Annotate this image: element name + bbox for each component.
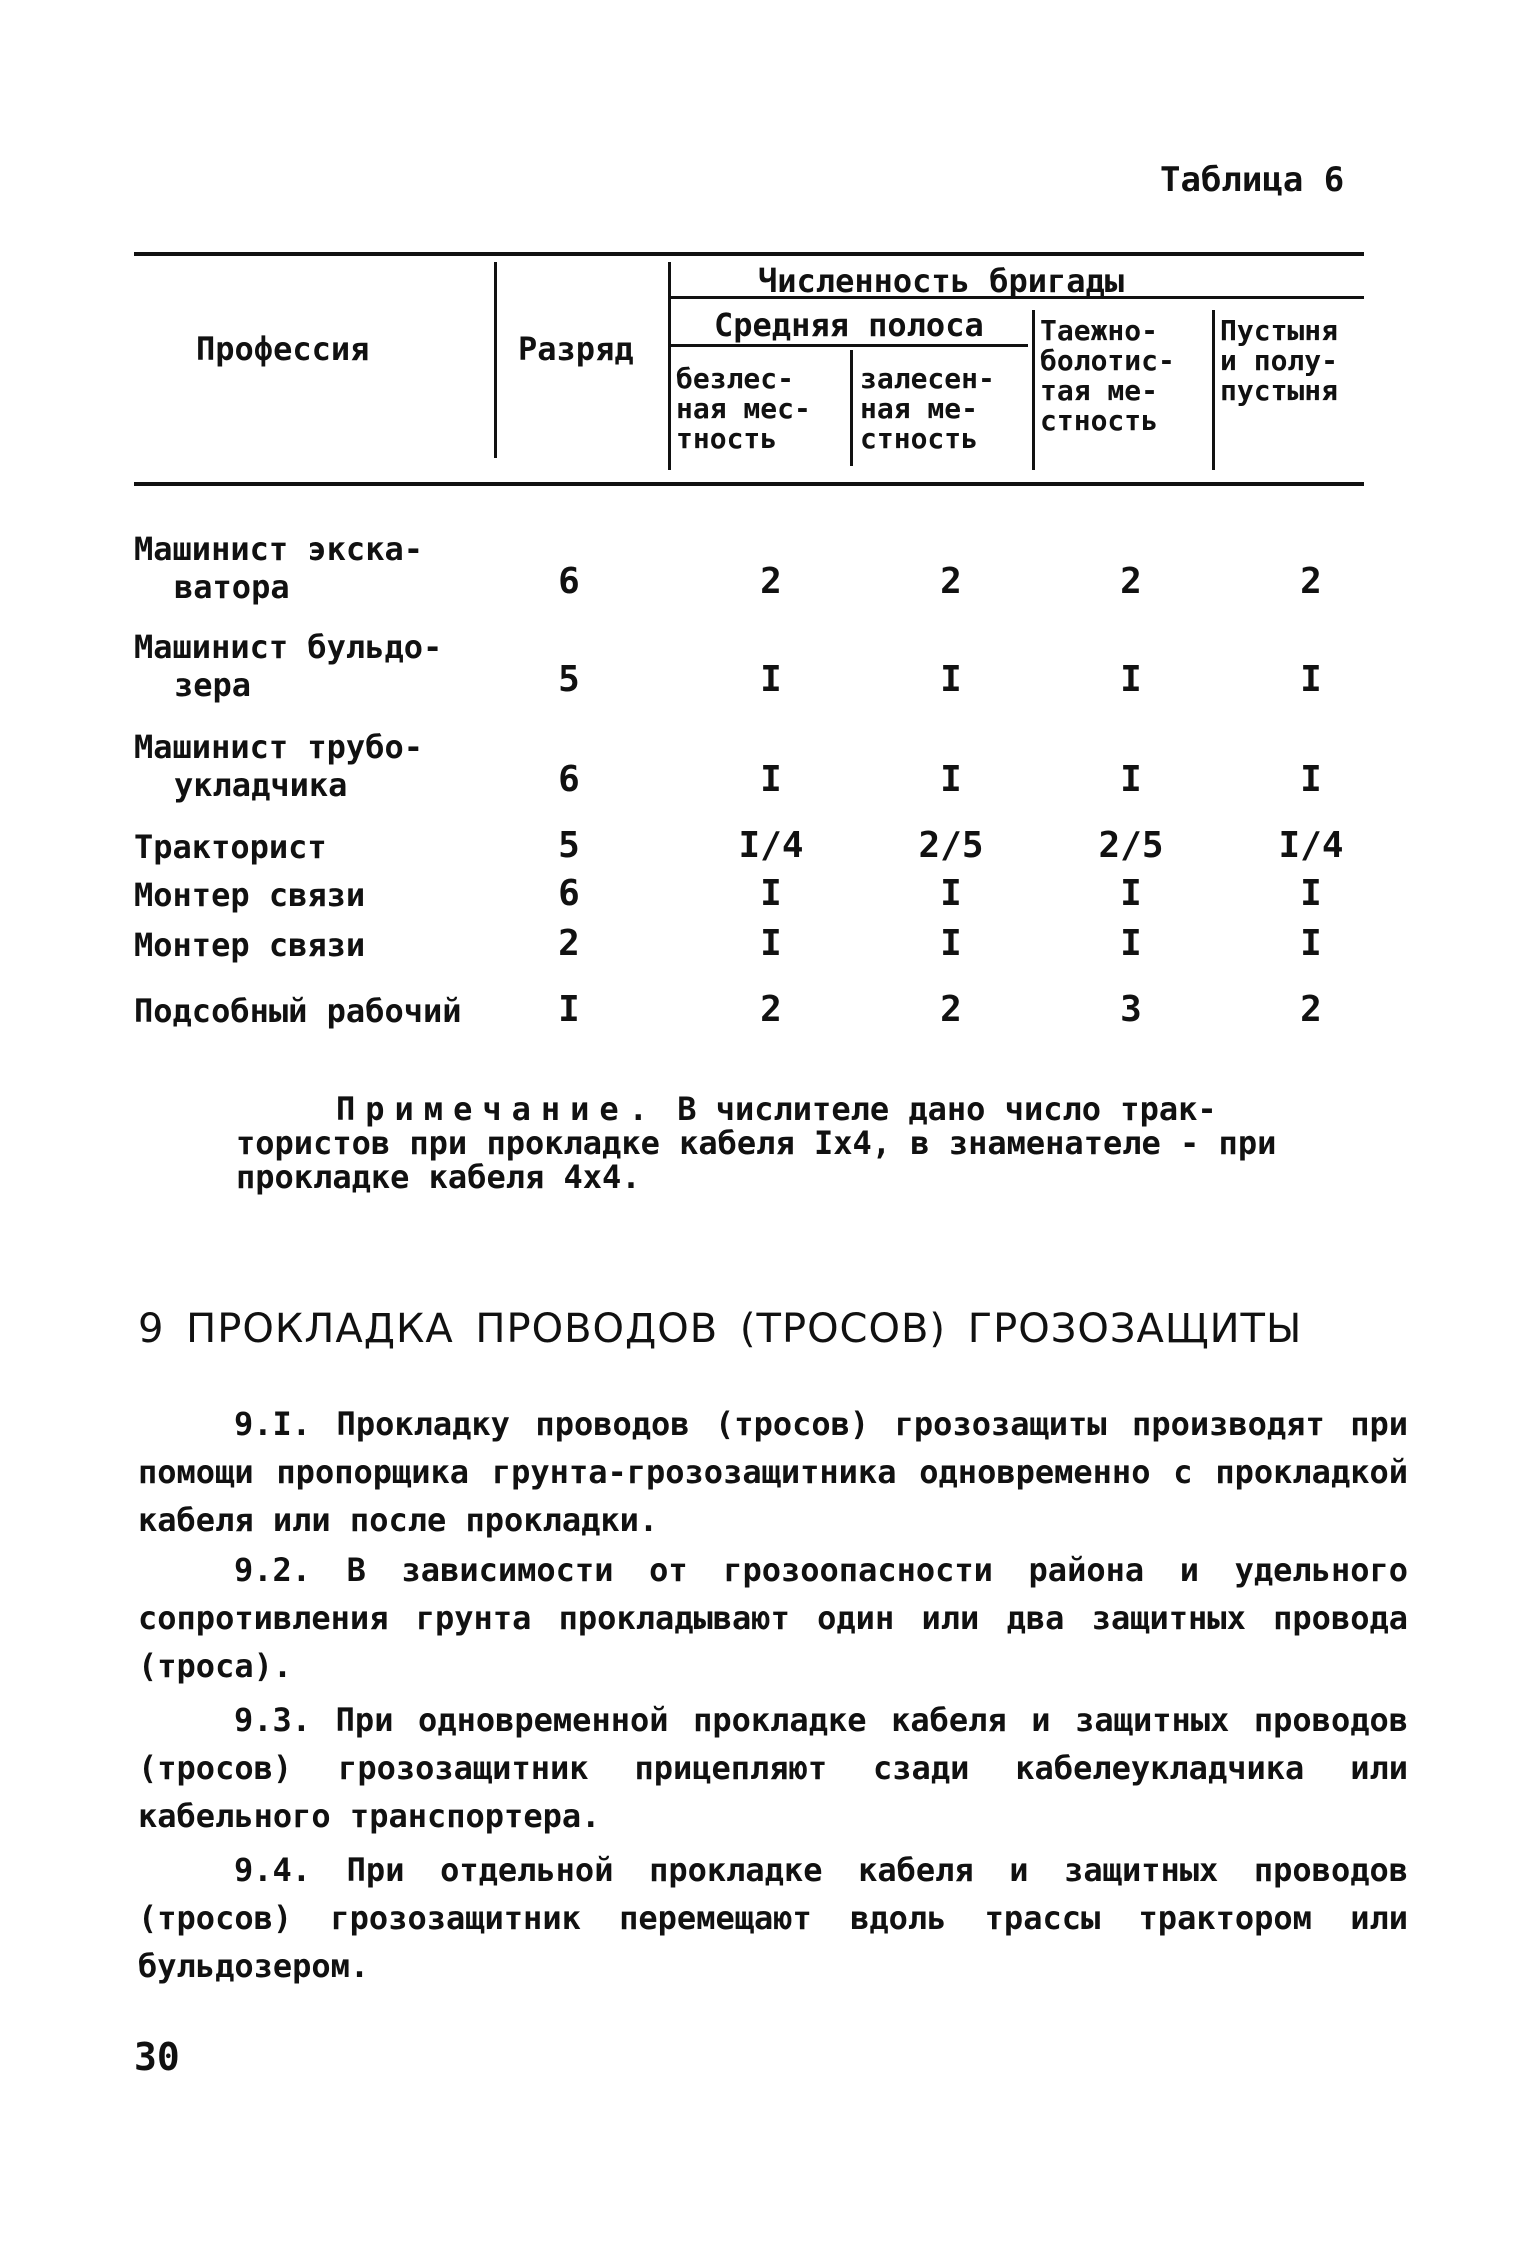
section-title: 9 ПРОКЛАДКА ПРОВОДОВ (ТРОСОВ) ГРОЗОЗАЩИТЫ bbox=[138, 1306, 1303, 1352]
header-treeless: безлес- ная мес- тность bbox=[676, 362, 811, 455]
paragraph-9-4: 9.4. При отдельной прокладке кабеля и защитных проводов (тросов) грозозащитник перемещают вдоль трассы трактором или бульдозером. bbox=[138, 1851, 1408, 1985]
row-4-treeless: I/4 bbox=[738, 825, 804, 866]
note-label: Примечание. bbox=[336, 1090, 658, 1128]
header-middle-zone: Средняя полоса bbox=[714, 306, 984, 344]
row-4-profession: Тракторист bbox=[134, 828, 327, 866]
row-5-forested: I bbox=[940, 873, 962, 914]
header-grade: Разряд bbox=[518, 330, 634, 368]
note-line-1: В числителе дано число трак- bbox=[677, 1090, 1217, 1128]
row-2-desert: I bbox=[1300, 659, 1322, 700]
header-profession: Профессия bbox=[196, 330, 370, 368]
note-line-2: тористов при прокладке кабеля Iх4, в знаменателе - при bbox=[236, 1124, 1277, 1162]
row-3-profession: Машинист трубо- укладчика bbox=[134, 728, 423, 804]
row-4-forested: 2/5 bbox=[918, 825, 984, 866]
row-2-taiga: I bbox=[1120, 659, 1142, 700]
middle-zone-rule bbox=[668, 344, 1028, 347]
row-3-taiga: I bbox=[1120, 759, 1142, 800]
table-note bbox=[236, 1092, 1386, 1194]
row-5-grade: 6 bbox=[558, 873, 580, 914]
row-1-taiga: 2 bbox=[1120, 561, 1142, 602]
row-7-profession: Подсобный рабочий bbox=[134, 992, 462, 1030]
row-2-forested: I bbox=[940, 659, 962, 700]
row-6-forested: I bbox=[940, 923, 962, 964]
row-2-profession: Машинист бульдо- зера bbox=[134, 628, 443, 704]
row-4-grade: 5 bbox=[558, 825, 580, 866]
paragraph-9-3: 9.3. При одновременной прокладке кабеля и защитных проводов (тросов) грозозащитник прицепляют сзади кабелеукладчика или кабельного транспортера. bbox=[138, 1701, 1408, 1835]
row-1-forested: 2 bbox=[940, 561, 962, 602]
row-2-treeless: I bbox=[760, 659, 782, 700]
header-crew-size: Численность бригады bbox=[758, 262, 1125, 300]
note-line-3: прокладке кабеля 4х4. bbox=[236, 1158, 641, 1196]
row-6-profession: Монтер связи bbox=[134, 926, 366, 964]
row-6-desert: I bbox=[1300, 923, 1322, 964]
row-5-profession: Монтер связи bbox=[134, 876, 366, 914]
treeless-forested-divider bbox=[850, 350, 853, 466]
header-desert: Пустыня и полу- пустыня bbox=[1220, 314, 1339, 407]
row-3-grade: 6 bbox=[558, 759, 580, 800]
row-5-taiga: I bbox=[1120, 873, 1142, 914]
row-1-profession: Машинист экска- ватора bbox=[134, 530, 423, 606]
row-1-grade: 6 bbox=[558, 561, 580, 602]
row-7-forested: 2 bbox=[940, 989, 962, 1030]
grade-crew-divider bbox=[668, 262, 671, 470]
row-7-taiga: 3 bbox=[1120, 989, 1142, 1030]
paragraph-9-2: 9.2. В зависимости от грозоопасности района и удельного сопротивления грунта прокладывают один или два защитных провода (троса). bbox=[138, 1551, 1408, 1685]
row-7-treeless: 2 bbox=[760, 989, 782, 1030]
row-3-desert: I bbox=[1300, 759, 1322, 800]
header-taiga: Таежно- болотис- тая ме- стность bbox=[1040, 314, 1175, 437]
row-6-treeless: I bbox=[760, 923, 782, 964]
table-header-bottom-rule bbox=[134, 482, 1364, 486]
row-4-taiga: 2/5 bbox=[1098, 825, 1164, 866]
row-7-grade: I bbox=[558, 989, 580, 1030]
paragraph-9-1: 9.I. Прокладку проводов (тросов) грозозащиты производят при помощи пропорщика грунта-грозозащитника одновременно с прокладкой кабеля или после прокладки. bbox=[138, 1405, 1408, 1539]
forested-taiga-divider bbox=[1032, 310, 1035, 470]
row-3-forested: I bbox=[940, 759, 962, 800]
row-2-grade: 5 bbox=[558, 659, 580, 700]
table-label: Таблица 6 bbox=[1160, 160, 1345, 200]
row-6-grade: 2 bbox=[558, 923, 580, 964]
header-forested: залесен- ная ме- стность bbox=[860, 362, 995, 455]
row-4-desert: I/4 bbox=[1278, 825, 1344, 866]
row-6-taiga: I bbox=[1120, 923, 1142, 964]
table-top-rule bbox=[134, 252, 1364, 256]
row-5-treeless: I bbox=[760, 873, 782, 914]
row-1-treeless: 2 bbox=[760, 561, 782, 602]
profession-grade-divider bbox=[494, 262, 497, 458]
page-number: 30 bbox=[134, 2035, 180, 2079]
row-1-desert: 2 bbox=[1300, 561, 1322, 602]
row-5-desert: I bbox=[1300, 873, 1322, 914]
row-3-treeless: I bbox=[760, 759, 782, 800]
taiga-desert-divider bbox=[1212, 310, 1215, 470]
row-7-desert: 2 bbox=[1300, 989, 1322, 1030]
